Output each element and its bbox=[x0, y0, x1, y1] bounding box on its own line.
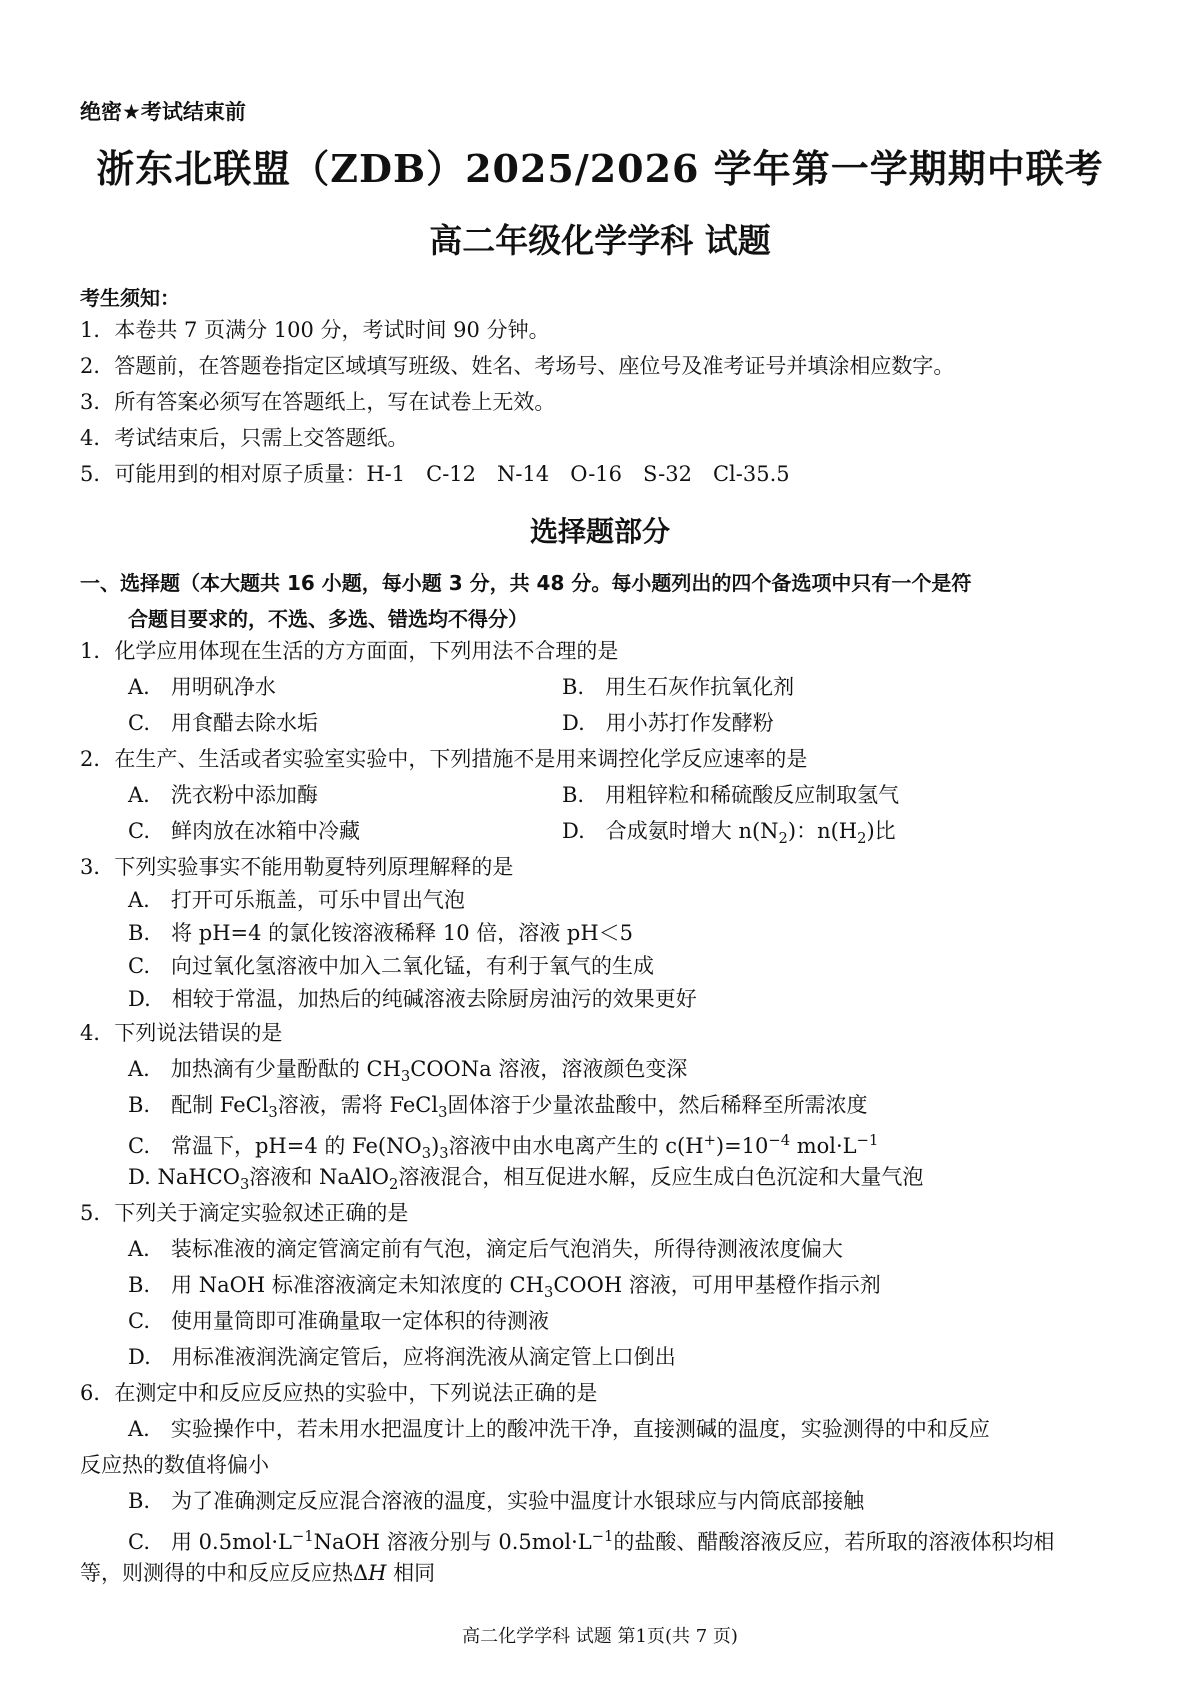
q2-stem: 2．在生产、生活或者实验室实验中，下列措施不是用来调控化学反应速率的是 bbox=[80, 747, 808, 771]
q3-option-c: C. 向过氧化氢溶液中加入二氧化锰，有利于氧气的生成 bbox=[128, 954, 654, 978]
q4-option-d: D. NaHCO$_3$溶液和 NaAlO$_2$溶液混合，相互促进水解，反应生成白色沉淀和大量气泡 bbox=[128, 1165, 924, 1194]
page-footer: 高二化学学科 试题 第1页(共 7 页) bbox=[462, 1626, 738, 1647]
q4-option-c: C. 常温下，pH=4 的 $Fe(NO_3)_3$溶液中由水电离产生的 $c(H^+)=10^{-4}$ $mol\cdot L^{-1}$ bbox=[128, 1132, 879, 1163]
q6-option-c-line-1: C. 用 $0.5mol\cdot L^{-1}NaOH$ 溶液分别与 $0.5mol\cdot L^{-1}$的盐酸、醋酸溶液反应，若所取的溶液体积均相 bbox=[128, 1528, 1055, 1554]
part-heading-line-1: 一、选择题（本大题共 16 小题，每小题 3 分，共 48 分。每小题列出的四个备选项中只有一个是符 bbox=[80, 571, 972, 595]
q2-option-a: A. 洗衣粉中添加酶 bbox=[128, 783, 318, 807]
exam-subtitle: 高二年级化学学科 试题 bbox=[429, 221, 771, 260]
q5-option-c: C. 使用量筒即可准确量取一定体积的待测液 bbox=[128, 1309, 549, 1333]
q1-stem: 1．化学应用体现在生活的方方面面，下列用法不合理的是 bbox=[80, 639, 619, 663]
notice-item-2: 2．答题前，在答题卷指定区域填写班级、姓名、考场号、座位号及准考证号并填涂相应数字。 bbox=[80, 354, 955, 378]
q1-option-a: A. 用明矾净水 bbox=[128, 675, 276, 699]
q3-stem: 3．下列实验事实不能用勒夏特列原理解释的是 bbox=[80, 855, 514, 879]
q2-option-d: D. 合成氨时增大 $n(N_2)$：$n(H_2)$比 bbox=[562, 819, 896, 848]
q4-stem: 4．下列说法错误的是 bbox=[80, 1021, 283, 1045]
q2-option-b: B. 用粗锌粒和稀硫酸反应制取氢气 bbox=[562, 783, 900, 807]
q6-option-a-line-1: A. 实验操作中，若未用水把温度计上的酸冲洗干净，直接测碱的温度，实验测得的中和反应 bbox=[128, 1417, 990, 1441]
q3-option-a: A. 打开可乐瓶盖，可乐中冒出气泡 bbox=[128, 888, 465, 912]
part-heading-line-2: 合题目要求的，不选、多选、错选均不得分） bbox=[128, 607, 528, 631]
q4-option-b: B. 配制 FeCl$_3$溶液，需将 FeCl$_3$固体溶于少量浓盐酸中，然后稀释至所需浓度 bbox=[128, 1093, 868, 1122]
notice-item-5: 5．可能用到的相对原子质量：H-1 C-12 N-14 O-16 S-32 Cl-35.5 bbox=[80, 462, 790, 486]
q2-option-c: C. 鲜肉放在冰箱中冷藏 bbox=[128, 819, 360, 843]
q6-option-a-line-2: 反应热的数值将偏小 bbox=[80, 1453, 269, 1477]
q1-option-d: D. 用小苏打作发酵粉 bbox=[562, 711, 774, 735]
q3-option-d: D. 相较于常温，加热后的纯碱溶液去除厨房油污的效果更好 bbox=[128, 987, 697, 1011]
q5-option-a: A. 装标准液的滴定管滴定前有气泡，滴定后气泡消失，所得待测液浓度偏大 bbox=[128, 1237, 843, 1261]
notice-heading: 考生须知： bbox=[80, 286, 180, 310]
q5-option-b: B. 用 NaOH 标准溶液滴定未知浓度的 $CH_3COOH$ 溶液，可用甲基橙作指示剂 bbox=[128, 1273, 881, 1302]
q1-option-c: C. 用食醋去除水垢 bbox=[128, 711, 318, 735]
notice-item-1: 1．本卷共 7 页满分 100 分，考试时间 90 分钟。 bbox=[80, 318, 550, 342]
q5-stem: 5．下列关于滴定实验叙述正确的是 bbox=[80, 1201, 409, 1225]
q5-option-d: D. 用标准液润洗滴定管后，应将润洗液从滴定管上口倒出 bbox=[128, 1345, 676, 1369]
q3-option-b: B. 将 pH=4 的氯化铵溶液稀释 10 倍，溶液 pH＜5 bbox=[128, 921, 634, 945]
q6-stem: 6．在测定中和反应反应热的实验中，下列说法正确的是 bbox=[80, 1381, 598, 1405]
notice-item-3: 3．所有答案必须写在答题纸上，写在试卷上无效。 bbox=[80, 390, 556, 414]
exam-title: 浙东北联盟（ZDB）2025/2026 学年第一学期期中联考 bbox=[96, 146, 1104, 191]
q4-option-a: A. 加热滴有少量酚酞的 $CH_3COONa$ 溶液，溶液颜色变深 bbox=[128, 1057, 688, 1086]
q6-option-b: B. 为了准确测定反应混合溶液的温度，实验中温度计水银球应与内筒底部接触 bbox=[128, 1489, 865, 1513]
notice-item-4: 4．考试结束后，只需上交答题纸。 bbox=[80, 426, 409, 450]
q6-option-c-line-2: 等，则测得的中和反应反应热ΔH 相同 bbox=[80, 1561, 436, 1585]
q1-option-b: B. 用生石灰作抗氧化剂 bbox=[562, 675, 795, 699]
confidential-label: 绝密★考试结束前 bbox=[80, 100, 246, 124]
section-title: 选择题部分 bbox=[529, 515, 670, 548]
